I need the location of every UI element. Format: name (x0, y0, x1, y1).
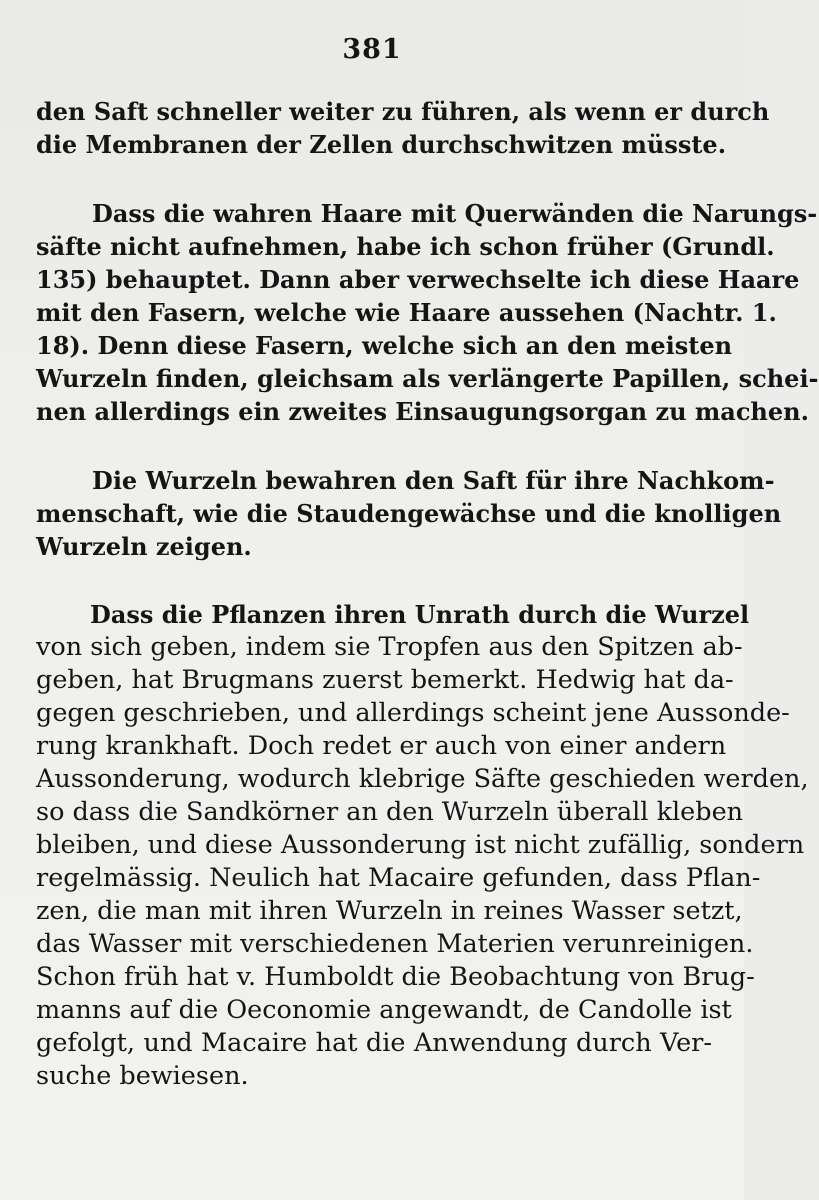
text-line: regelmässig. Neulich hat Macaire gefunden, dass Pflan- (36, 863, 761, 893)
text-line: das Wasser mit verschiedenen Materien verunreinigen. (36, 929, 754, 959)
text-line: Dass die Pflanzen ihren Unrath durch die Wurzel (90, 600, 750, 629)
text-line: 135) behauptet. Dann aber verwechselte ich diese Haare (36, 265, 800, 294)
text-line: Wurzeln finden, gleichsam als verlängerte Papillen, schei- (36, 364, 819, 393)
text-line: Dass die wahren Haare mit Querwänden die Narungs- (92, 199, 818, 228)
text-line: von sich geben, indem sie Tropfen aus den Spitzen ab- (36, 632, 743, 662)
text-line: gegen geschrieben, und allerdings scheint jene Aussonde- (36, 698, 790, 728)
text-line: nen allerdings ein zweites Einsaugungsorgan zu machen. (36, 397, 809, 426)
text-line: säfte nicht aufnehmen, habe ich schon früher (Grundl. (36, 232, 775, 261)
text-line: Wurzeln zeigen. (36, 532, 252, 561)
text-line: gefolgt, und Macaire hat die Anwendung durch Ver- (36, 1028, 712, 1058)
text-line: 18). Denn diese Fasern, welche sich an den meisten (36, 331, 733, 360)
text-line: den Saft schneller weiter zu führen, als wenn er durch (36, 97, 770, 126)
text-line: Die Wurzeln bewahren den Saft für ihre Nachkom- (92, 466, 775, 495)
text-line: zen, die man mit ihren Wurzeln in reines Wasser setzt, (36, 896, 743, 926)
text-line: rung krankhaft. Doch redet er auch von einer andern (36, 731, 727, 761)
text-line: Aussonderung, wodurch klebrige Säfte geschieden werden, (36, 764, 809, 794)
text-line: Schon früh hat v. Humboldt die Beobachtung von Brug- (36, 962, 755, 992)
text-line: geben, hat Brugmans zuerst bemerkt. Hedwig hat da- (36, 665, 734, 695)
text-line: manns auf die Oeconomie angewandt, de Candolle ist (36, 995, 732, 1025)
text-line: bleiben, und diese Aussonderung ist nicht zufällig, sondern (36, 830, 805, 860)
text-line: menschaft, wie die Staudengewächse und die knolligen (36, 499, 782, 528)
text-line: die Membranen der Zellen durchschwitzen müsste. (36, 130, 727, 159)
text-line: mit den Fasern, welche wie Haare aussehen (Nachtr. 1. (36, 298, 777, 327)
text-line: so dass die Sandkörner an den Wurzeln überall kleben (36, 797, 744, 827)
page-number: 381 (342, 34, 402, 65)
text-line: suche bewiesen. (36, 1061, 249, 1091)
